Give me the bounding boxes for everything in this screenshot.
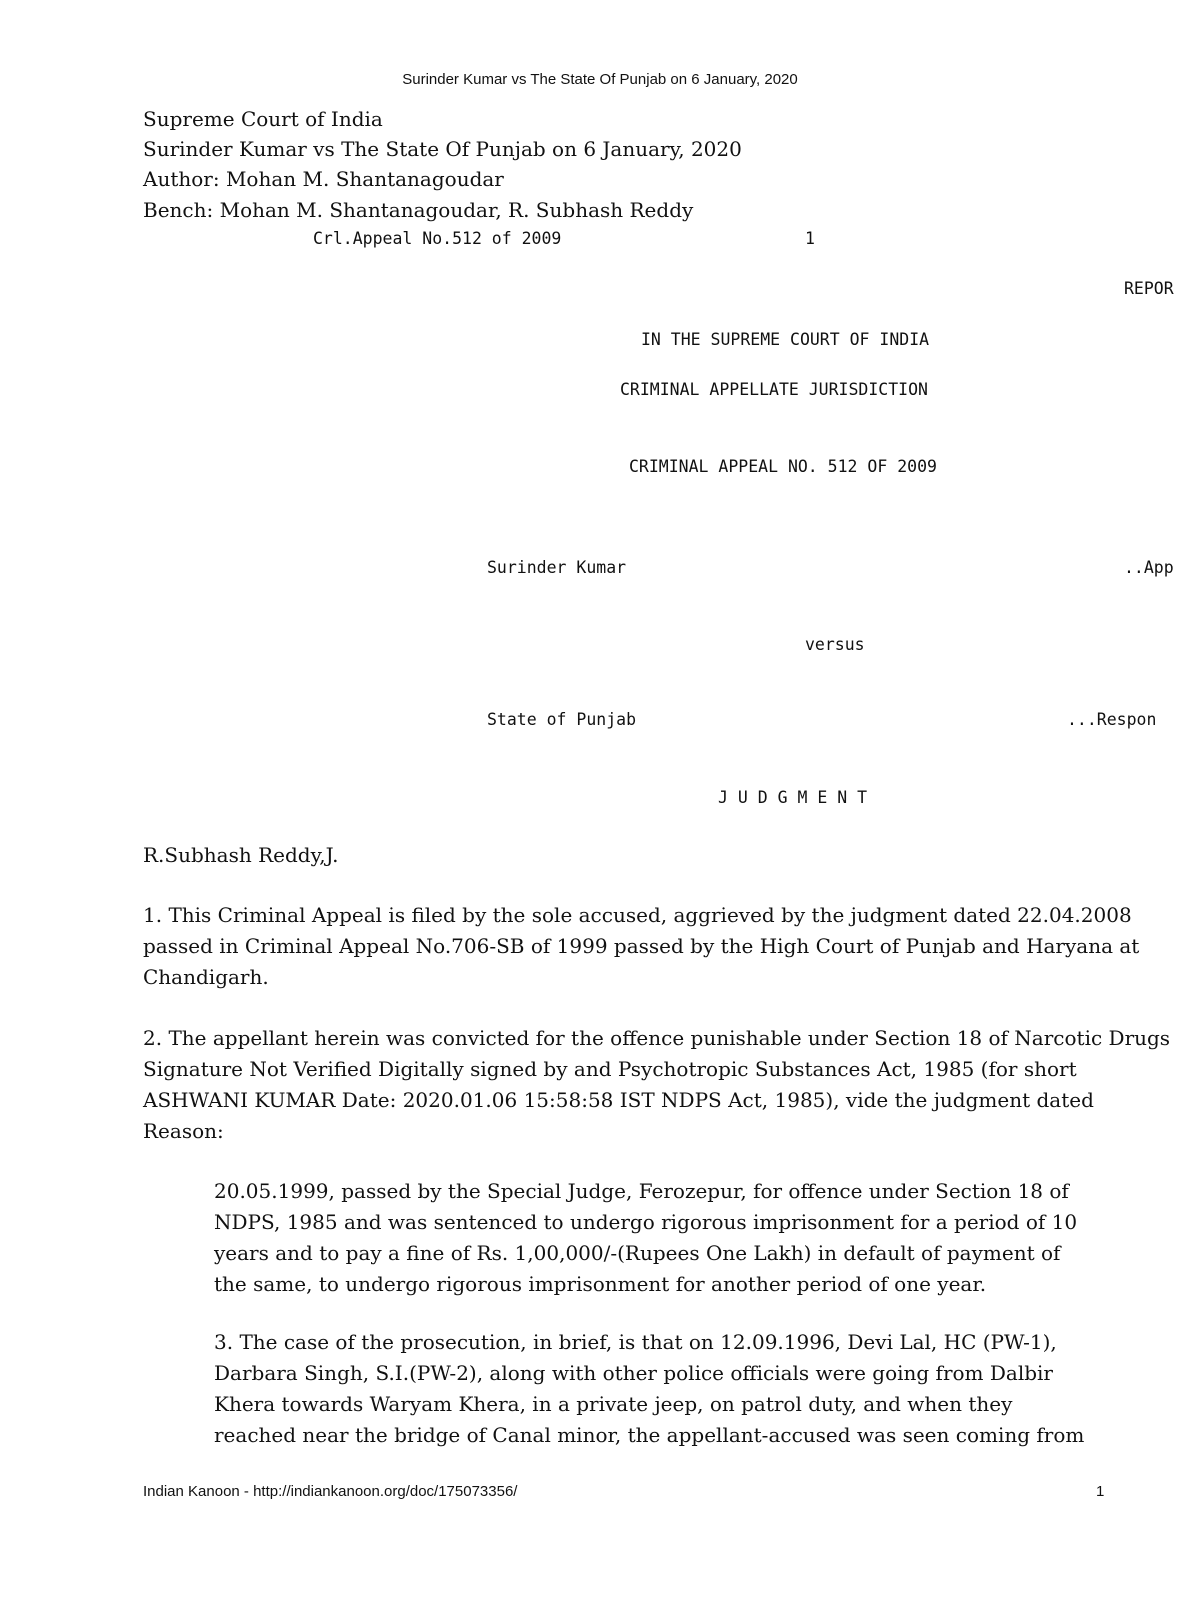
appellant-role: ..App bbox=[1124, 558, 1174, 577]
appeal-reference: Crl.Appeal No.512 of 2009 bbox=[313, 229, 562, 248]
appellant-name: Surinder Kumar bbox=[487, 558, 627, 577]
paragraph-line: 20.05.1999, passed by the Special Judge, Ferozepur, for offence under Section 18 of bbox=[214, 1179, 1069, 1203]
paragraph-line: the same, to undergo rigorous imprisonment for another period of one year. bbox=[214, 1272, 987, 1296]
paragraph-3 bbox=[214, 1327, 1084, 1451]
judgment-heading: J U D G M E N T bbox=[718, 788, 868, 807]
paragraph-line: Chandigarh. bbox=[143, 965, 269, 989]
paragraph-line: Signature Not Verified Digitally signed by and Psychotropic Substances Act, 1985 (for short bbox=[143, 1057, 1077, 1081]
paragraph-line: passed in Criminal Appeal No.706-SB of 1999 passed by the High Court of Punjab and Haryana at bbox=[143, 934, 1140, 958]
versus-label: versus bbox=[805, 635, 865, 654]
paragraph-line: Darbara Singh, S.I.(PW-2), along with other police officials were going from Dalbir bbox=[214, 1361, 1053, 1385]
paragraph-line: years and to pay a fine of Rs. 1,00,000/-(Rupees One Lakh) in default of payment of bbox=[214, 1241, 1061, 1265]
footer-source-link[interactable]: Indian Kanoon - http://indiankanoon.org/doc/175073356/ bbox=[143, 1483, 518, 1500]
paragraph-line: ASHWANI KUMAR Date: 2020.01.06 15:58:58 IST NDPS Act, 1985), vide the judgment dated bbox=[143, 1088, 1094, 1112]
paragraph-2-continued bbox=[214, 1176, 1077, 1300]
court-heading: IN THE SUPREME COURT OF INDIA bbox=[641, 330, 930, 349]
judge-author-line: R.Subhash Reddy,J. bbox=[143, 843, 339, 867]
paragraph-line: Khera towards Waryam Khera, in a private jeep, on patrol duty, and when they bbox=[214, 1392, 1013, 1416]
bench-line: Bench: Mohan M. Shantanagoudar, R. Subhash Reddy bbox=[143, 198, 694, 222]
paragraph-2 bbox=[143, 1023, 1170, 1147]
paragraph-1 bbox=[143, 900, 1139, 993]
jurisdiction-heading: CRIMINAL APPELLATE JURISDICTION bbox=[620, 380, 928, 399]
paragraph-line: NDPS, 1985 and was sentenced to undergo rigorous imprisonment for a period of 10 bbox=[214, 1210, 1078, 1234]
author-line: Author: Mohan M. Shantanagoudar bbox=[143, 167, 504, 191]
reportable-label: REPOR bbox=[1124, 279, 1174, 298]
respondent-name: State of Punjab bbox=[487, 710, 637, 729]
footer-page-number: 1 bbox=[1096, 1483, 1105, 1500]
original-page-marker: 1 bbox=[805, 229, 815, 248]
running-header: Surinder Kumar vs The State Of Punjab on 6 January, 2020 bbox=[402, 71, 798, 88]
paragraph-line: Reason: bbox=[143, 1119, 224, 1143]
paragraph-line: 1. This Criminal Appeal is filed by the sole accused, aggrieved by the judgment dated 22.04.2008 bbox=[143, 903, 1132, 927]
appeal-number-heading: CRIMINAL APPEAL NO. 512 OF 2009 bbox=[629, 457, 937, 476]
paragraph-line: 3. The case of the prosecution, in brief, is that on 12.09.1996, Devi Lal, HC (PW-1), bbox=[214, 1330, 1057, 1354]
respondent-role: ...Respon bbox=[1067, 710, 1157, 729]
paragraph-line: reached near the bridge of Canal minor, the appellant-accused was seen coming from bbox=[214, 1423, 1085, 1447]
court-name: Supreme Court of India bbox=[143, 107, 383, 131]
case-title: Surinder Kumar vs The State Of Punjab on 6 January, 2020 bbox=[143, 137, 742, 161]
paragraph-line: 2. The appellant herein was convicted for the offence punishable under Section 18 of Narcotic Drugs bbox=[143, 1026, 1171, 1050]
